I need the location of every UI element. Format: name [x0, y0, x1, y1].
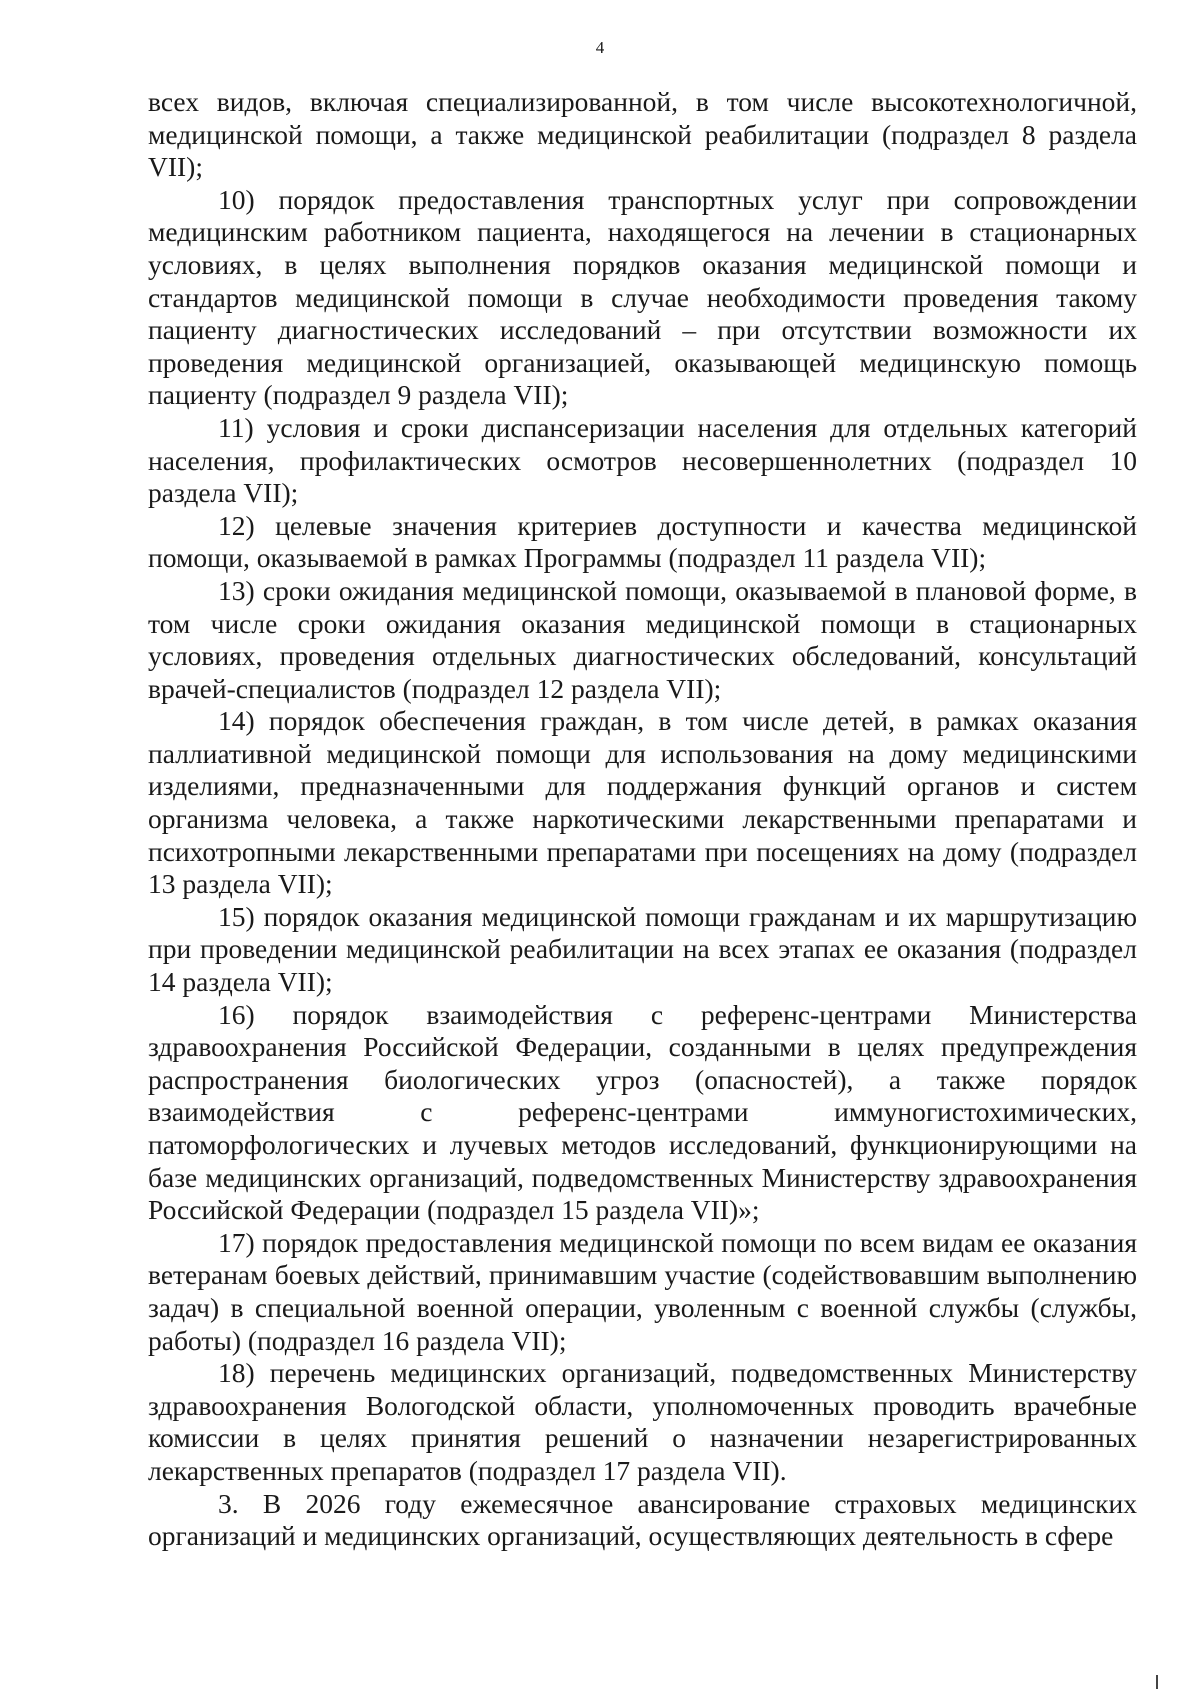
page-number: 4 [595, 38, 605, 57]
paragraph-item-17: 17) порядок предоставления медицинской помощи по всем видам ее оказания ветеранам боевых действий, принимавшим участие (содействовавшим выполнению задач) в специальной военной операции, уволенным с военной службы (службы, работы) (подраздел 16 раздела VII); [148, 1226, 1137, 1356]
paragraph-item-11: 11) условия и сроки диспансеризации населения для отдельных категорий населения, профилактических осмотров несовершеннолетних (подраздел 10 раздела VII); [148, 411, 1137, 509]
paragraph-item-10: 10) порядок предоставления транспортных услуг при сопровождении медицинским работником пациента, находящегося на лечении в стационарных условиях, в целях выполнения порядков оказания медицинской помощи и стандартов медицинской помощи в случае необходимости проведения такому пациенту диагностических исследований – при отсутствии возможности их проведения медицинской организацией, оказывающей медицинскую помощь пациенту (подраздел 9 раздела VII); [148, 183, 1137, 411]
paragraph-continuation: всех видов, включая специализированной, в том числе высокотехнологичной, медицинской помощи, а также медицинской реабилитации (подраздел 8 раздела VII); [148, 86, 1137, 183]
document-body [148, 86, 1137, 1553]
paragraph-item-18: 18) перечень медицинских организаций, подведомственных Министерству здравоохранения Вологодской области, уполномоченных проводить врачебные комиссии в целях принятия решений о назначении незарегистрированных лекарственных препаратов (подраздел 17 раздела VII). [148, 1357, 1137, 1486]
paragraph-item-13: 13) сроки ожидания медицинской помощи, оказываемой в плановой форме, в том числе сроки ожидания оказания медицинской помощи в стационарных условиях, проведения отдельных диагностических обследований, консультаций врачей-специалистов (подраздел 12 раздела VII); [148, 574, 1137, 704]
paragraph-section-3: 3. В 2026 году ежемесячное авансирование страховых медицинских организаций и медицинских организаций, осуществляющих деятельность в сфере [148, 1487, 1137, 1552]
paragraph-item-15: 15) порядок оказания медицинской помощи гражданам и их маршрутизацию при проведении медицинской реабилитации на всех этапах ее оказания (подраздел 14 раздела VII); [148, 900, 1137, 998]
scan-artifact-mark [1156, 1675, 1158, 1689]
paragraph-item-14: 14) порядок обеспечения граждан, в том числе детей, в рамках оказания паллиативной медицинской помощи для использования на дому медицинскими изделиями, предназначенными для поддержания функций органов и систем организма человека, а также наркотическими лекарственными препаратами и психотропными лекарственными препаратами при посещениях на дому (подраздел 13 раздела VII); [148, 705, 1137, 900]
paragraph-item-16: 16) порядок взаимодействия с референс-центрами Министерства здравоохранения Российской Федерации, созданными в целях предупреждения распространения биологических угроз (опасностей), а также порядок взаимодействия с референс-центрами иммуногистохимических, патоморфологических и лучевых методов исследований, функционирующими на базе медицинских организаций, подведомственных Министерству здравоохранения Российской Федерации (подраздел 15 раздела VII)»; [148, 998, 1137, 1226]
paragraph-item-12: 12) целевые значения критериев доступности и качества медицинской помощи, оказываемой в рамках Программы (подраздел 11 раздела VII); [148, 509, 1137, 574]
